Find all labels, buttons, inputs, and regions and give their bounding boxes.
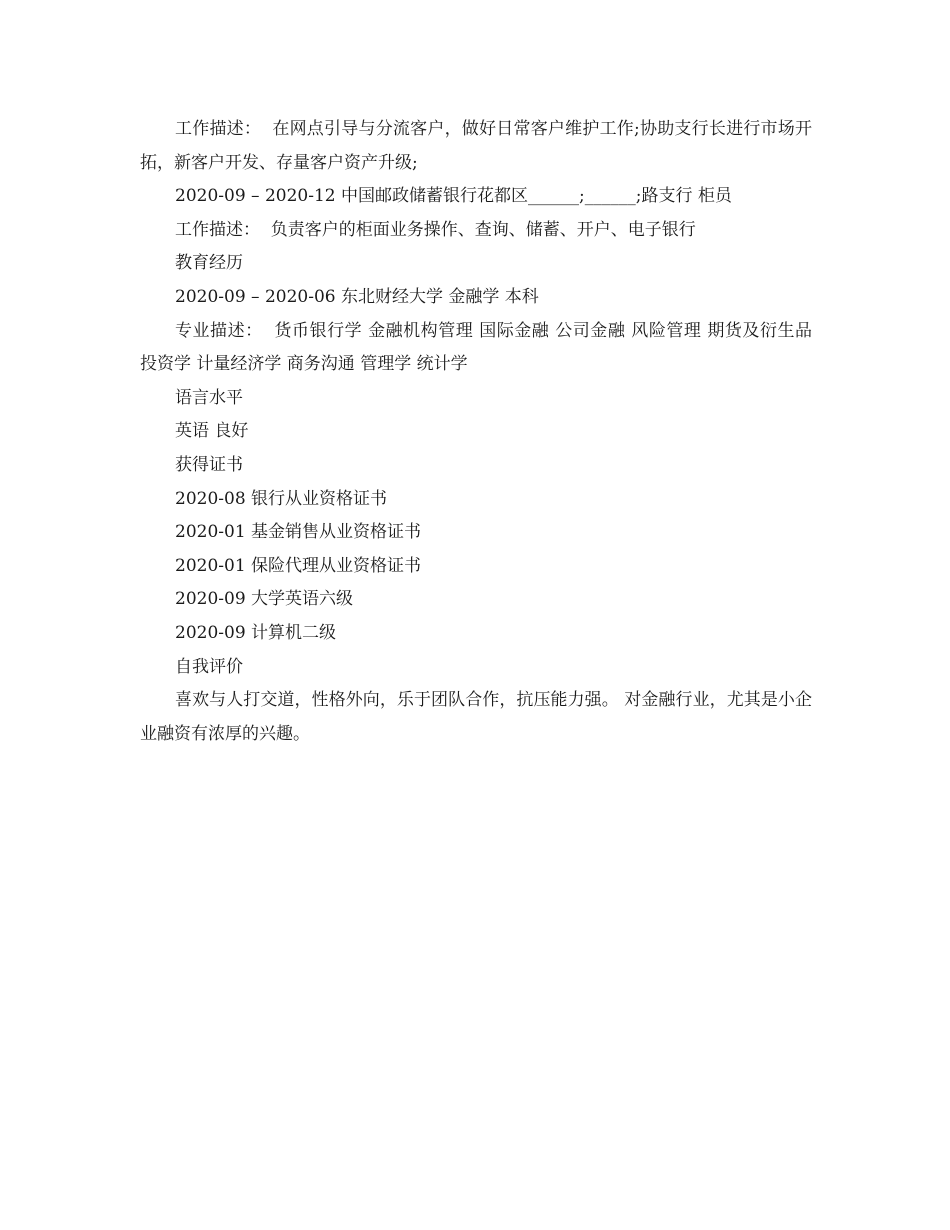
certificate-item: 2020-09 计算机二级 — [175, 622, 337, 643]
certificate-item: 2020-01 保险代理从业资格证书 — [175, 555, 422, 576]
section-heading-certificates: 获得证书 — [175, 454, 243, 475]
work-description-1: 工作描述： 在网点引导与分流客户，做好日常客户维护工作;协助支行长进行市场开拓，新客户开发、存量客户资产升级; — [140, 119, 812, 173]
self-evaluation-text: 喜欢与人打交道，性格外向，乐于团队合作，抗压能力强。 对金融行业，尤其是小企业融资有浓厚的兴趣。 — [140, 690, 812, 744]
major-description: 专业描述： 货币银行学 金融机构管理 国际金融 公司金融 风险管理 期货及衍生品 投资学 计量经济学 商务沟通 管理学 统计学 — [140, 320, 818, 375]
work-description-2: 工作描述： 负责客户的柜面业务操作、查询、储蓄、开户、电子银行 — [175, 219, 696, 240]
certificate-item: 2020-09 大学英语六级 — [175, 589, 354, 610]
language-entry: 英语 良好 — [175, 421, 249, 442]
section-heading-self-evaluation: 自我评价 — [175, 656, 243, 677]
work-entry-postal-bank: 2020-09 – 2020-12 中国邮政储蓄银行花都区______;______;路支行 柜员 — [175, 186, 732, 207]
section-heading-language: 语言水平 — [175, 387, 243, 408]
certificate-item: 2020-08 银行从业资格证书 — [175, 488, 388, 509]
certificate-item: 2020-01 基金销售从业资格证书 — [175, 522, 422, 543]
document-body — [140, 113, 818, 751]
education-entry: 2020-09 – 2020-06 东北财经大学 金融学 本科 — [175, 286, 539, 307]
section-heading-education: 教育经历 — [175, 253, 243, 274]
